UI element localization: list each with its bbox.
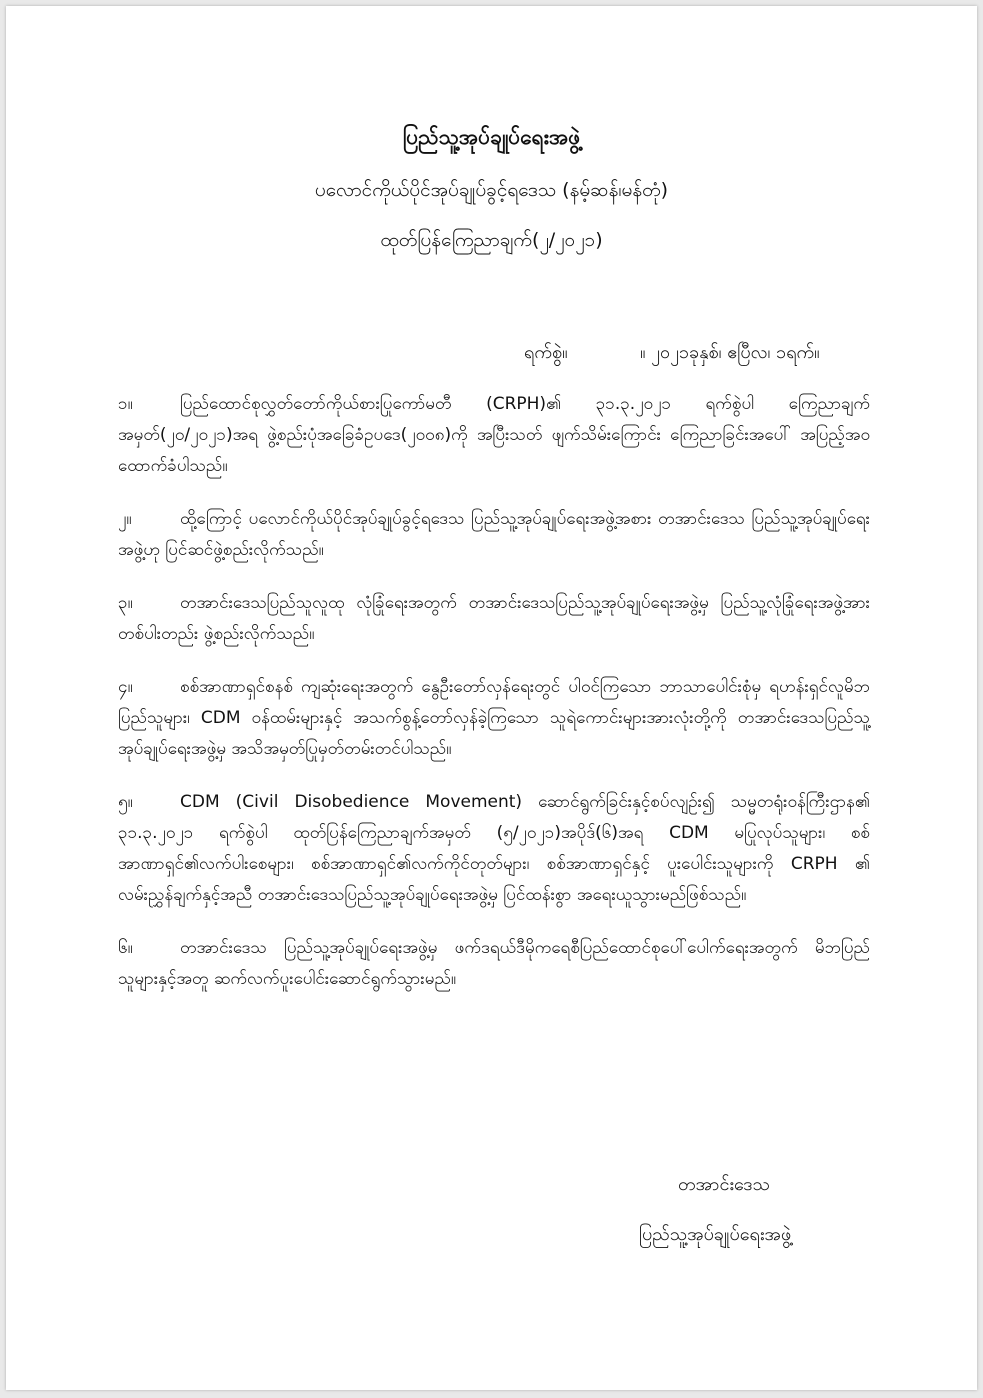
- paragraph-number: ၁။: [118, 394, 133, 414]
- paragraph-text: တအာင်းဒေသပြည်သူလူထု လုံခြုံရေးအတွက် တအာင်းဒေသပြည်သူ့အုပ်ချုပ်ရေးအဖွဲ့မှ ပြည်သူ့လုံခြုံရေးအဖွဲ့အား တစ်ပါးတည်း ဖွဲ့စည်းလိုက်သည်။: [118, 593, 870, 644]
- paragraph-number: ၅။: [118, 792, 133, 812]
- paragraph-number: ၆။: [118, 938, 133, 958]
- paragraph: [118, 588, 870, 650]
- paragraph: [118, 672, 870, 765]
- signature-region: တအာင်းဒေသ: [678, 1174, 770, 1195]
- paragraph-text: CDM (Civil Disobedience Movement) ဆောင်ရွက်ခြင်းနှင့်စပ်လျဉ်း၍ သမ္မတရုံးဝန်ကြီးဌာန၏ ၃၁.၃.၂၀၂၁ ရက်စွဲပါ ထုတ်ပြန်ကြေညာချက်အမှတ် (၅/၂၀၂၁)အပိုဒ်(၆)အရ CDM မပြုလုပ်သူများ၊ စစ်အာဏာရှင်၏လက်ပါးစေများ၊ စစ်အာဏာရှင်၏လက်ကိုင်တုတ်များ၊ စစ်အာဏာရှင်နှင့် ပူးပေါင်းသူများကို CRPH ၏ လမ်းညွှန်ချက်နှင့်အညီ တအာင်းဒေသပြည်သူ့အုပ်ချုပ်ရေးအဖွဲ့မှ ပြင်ထန်းစွာ အရေးယူသွားမည်ဖြစ်သည်။: [118, 792, 870, 905]
- notice-number: ထုတ်ပြန်ကြေညာချက်(၂/၂၀၂၁): [380, 229, 603, 251]
- paragraph: [118, 787, 870, 911]
- signature-organization: ပြည်သူ့အုပ်ချုပ်ရေးအဖွဲ့: [639, 1224, 792, 1245]
- date-label: ရက်စွဲ။: [524, 342, 568, 363]
- paragraph: [118, 933, 870, 995]
- paragraph-number: ၃။: [118, 593, 133, 613]
- region-subtitle: ပလောင်ကိုယ်ပိုင်အုပ်ချုပ်ခွင့်ရဒေသ (နမ့်ဆန်၊မန်တုံ): [314, 179, 669, 201]
- organization-title: ပြည်သူ့အုပ်ချုပ်ရေးအဖွဲ့: [402, 125, 581, 149]
- date-value: ။ ၂၀၂၁ခုနှစ်၊ ဧပြီလ၊ ၁ရက်။: [640, 342, 820, 363]
- paragraph-text: ထို့ကြောင့် ပလောင်ကိုယ်ပိုင်အုပ်ချုပ်ခွင့်ရဒေသ ပြည်သူ့အုပ်ချုပ်ရေးအဖွဲ့အစား တအာင်းဒေသ ပြည်သူ့အုပ်ချုပ်ရေးအဖွဲ့ဟု ပြင်ဆင်ဖွဲ့စည်းလိုက်သည်။: [118, 509, 870, 560]
- document-page: [6, 6, 977, 1390]
- paragraph-text: ပြည်ထောင်စုလွှတ်တော်ကိုယ်စားပြုကော်မတီ (CRPH)၏ ၃၁.၃.၂၀၂၁ ရက်စွဲပါ ကြေညာချက်အမှတ်(၂၀/၂၀၂၁)အရ ဖွဲ့စည်းပုံအခြေခံဥပဒေ(၂၀၀၈)ကို အပြီးသတ် ဖျက်သိမ်းကြောင်း ကြေညာခြင်းအပေါ် အပြည့်အဝထောက်ခံပါသည်။: [118, 394, 870, 476]
- paragraph: [118, 504, 870, 566]
- paragraph-number: ၂။: [118, 509, 132, 529]
- paragraph-number: ၄။: [118, 677, 133, 697]
- paragraph-text: စစ်အာဏာရှင်စနစ် ကျဆုံးရေးအတွက် နွေဦးတော်လှန်ရေးတွင် ပါဝင်ကြသော ဘာသာပေါင်းစုံမှ ရဟန်းရှင်လူမိဘပြည်သူများ၊ CDM ဝန်ထမ်းများနှင့် အသက်စွန့်တော်လှန်ခဲ့ကြသော သူရဲကောင်းများအားလုံးတို့ကို တအာင်းဒေသပြည်သူ့အုပ်ချုပ်ရေးအဖွဲ့မှ အသိအမှတ်ပြုမှတ်တမ်းတင်ပါသည်။: [118, 677, 870, 759]
- paragraph: [118, 389, 870, 482]
- paragraph-text: တအာင်းဒေသ ပြည်သူ့အုပ်ချုပ်ရေးအဖွဲ့မှ ဖက်ဒရယ်ဒီမိုကရေစီပြည်ထောင်စုပေါ်ပေါက်ရေးအတွက် မိဘပြည်သူများနှင့်အတူ ဆက်လက်ပူးပေါင်းဆောင်ရွက်သွားမည်။: [118, 938, 870, 989]
- paragraph-list: [118, 389, 870, 1017]
